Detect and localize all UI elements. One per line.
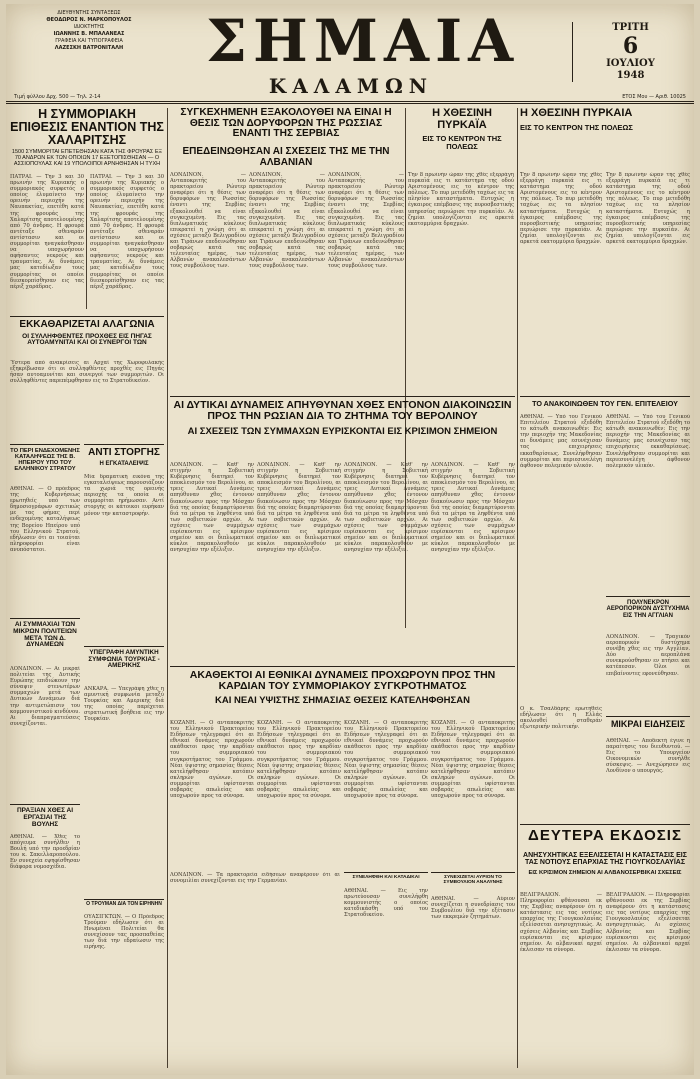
article-deutera bbox=[520, 852, 690, 888]
body-text: ΑΘΗΝΑΙ. — Αύριον συνεχίζεται η συνεδρίασις του Συμβουλίου διά την εξέτασιν των εκκρεμών ζητημάτων. bbox=[431, 896, 515, 921]
body-text: ΟΥΑΣΙΓΚΤΩΝ. — Ο Πρόεδρος Τρούμαν εδήλωσεν ότι αι Ηνωμέναι Πολιτείαι θα συνεχίσουν τας προσπαθείας των διά την εδραίωσιν της ειρήνης. bbox=[84, 914, 164, 951]
article-antistorgis bbox=[84, 444, 164, 472]
body-text: ΛΟΝΔΙΝΟΝ. — Καθ' ην στιγμήν η Σοβιετική Κυβέρνησις διατηρεί τον αποκλεισμόν του Βερολίνου, αι τρεις Δυτικαί Δυνάμεις απηύθυναν χθες έντονον διακοίνωσιν προς την Μόσχαν διά της οποίας διαμαρτύρονται διά τα μέτρα τα ληφθέντα υπό των σοβιετικών αρχών. Αι σχέσεις των συμμάχων ευρίσκονται εις κρίσιμον σημείον και οι διπλωματικοί κύκλοι παρακολουθούν με ανησυχίαν την εξέλιξιν. bbox=[344, 462, 428, 554]
newspaper-page bbox=[6, 4, 694, 1075]
headline: ΤΟ ΠΕΡΙ ΕΝΔΕΧΟΜΕΝΗΣ ΚΑΤΑΛΗΨΕΩΣ ΤΗΣ Β. ΗΠΕΙΡΟΥ ΥΠΟ ΤΟΥ ΕΛΛΗΝΙΚΟΥ ΣΤΡΑΤΟΥ bbox=[10, 448, 80, 473]
article-tourkia bbox=[84, 646, 164, 684]
newspaper-title: ΣΗΜΑΙΑ bbox=[206, 7, 520, 75]
body-text: ΠΑΤΡΑΙ. — Την 3 και 30 πρωινήν της Κυριακής ο συμμοριακός συρφετός ο οποίος έλυμαίνετο την ορεινήν περιοχήν της Ναυπακτίας, επετέθη κατά της φρουράς της Χαλαρίτσης αποτελουμένης από 70 άνδρας. Η φρουρά αντέταξε σθεναράν αντίστασιν και οι συμμορίται ηναγκάσθησαν να υποχωρήσουν αφήσαντες νεκρούς και τραυματίας. Αι δυνάμεις μας κατεδίωξαν τους συμμορίτας οι οποίοι διεσκορπίσθησαν εις τας πέριξ χαράδρας. bbox=[90, 174, 164, 290]
subheadline: ΕΙΣ ΤΟ ΚΕΝΤΡΟΝ ΤΗΣ ΠΟΛΕΩΣ bbox=[422, 134, 502, 151]
body-text: ΒΕΛΙΓΡΑΔΙΟΝ. — Πληροφορίαι φθάνουσαι εκ της Σερβίας αναφέρουν ότι η κατάστασις εις τας νοτίους επαρχίας της Γιουγκοσλαυΐας εξελίσσεται ανησυχητικώς. Αι σχέσεις Αλβανίας και Σερβίας ευρίσκονται εις κρίσιμον σημείον. Αι αλβανικαί αρχαί έκλεισαν τα σύνορα. bbox=[606, 892, 690, 953]
body-text: ΚΟΖΑΝΗ. — Ο ανταποκριτής του Ελληνικού Πρακτορείου Ειδήσεων τηλεγραφεί ότι αι εθνικαί δυνάμεις προχωρούν ακάθεκτοι προς την καρδίαν του συμμοριακού συγκροτήματος του Γράμμου. Νέαι ύψιστης σημασίας θέσεις κατελήφθησαν κατόπιν σκληρών αγώνων. Οι συμμορίται υφίστανται σοβαράς απωλείας και υποχωρούν προς τα σύνορα. bbox=[170, 720, 254, 800]
body-text: ΛΟΝΔΙΝΟΝ. — Αι μικραί πολιτείαι της Δυτικής Ευρώπης επιδιώκουν την σύναψιν στενωτέρων συμμαχιών μετά των Δυτικών Δυνάμεων διά την αντιμετώπισιν του κομμουνιστικού κινδύνου. Αι διαπραγματεύσεις συνεχίζονται. bbox=[10, 666, 80, 727]
headline: Ο ΤΡΟΥΜΑΝ ΔΙΑ ΤΟΝ ΕΙΡΗΝΗΝ bbox=[86, 901, 162, 907]
article-body bbox=[520, 892, 602, 1069]
body-text: ΛΟΝΔΙΝΟΝ. — Καθ' ην στιγμήν η Σοβιετική Κυβέρνησις διατηρεί τον αποκλεισμόν του Βερολίνου, αι τρεις Δυτικαί Δυνάμεις απηύθυναν χθες έντονον διακοίνωσιν προς την Μόσχαν διά της οποίας διαμαρτύρονται διά τα μέτρα τα ληφθέντα υπό των σοβιετικών αρχών. Αι σχέσεις των συμμάχων ευρίσκονται εις κρίσιμον σημείον και οι διπλωματικοί κύκλοι παρακολουθούν με ανησυχίαν την εξέλιξιν. bbox=[170, 462, 254, 554]
headline: ΕΚΚΑΘΑΡΙΖΕΤΑΙ ΑΛΑΓΩΝΙΑ bbox=[19, 319, 155, 330]
headline: ΑΚΑΘΕΚΤΟΙ ΑΙ ΕΘΝΙΚΑΙ ΔΥΝΑΜΕΙΣ ΠΡΟΧΩΡΟΥΝ ΠΡΟΣ ΤΗΝ ΚΑΡΔΙΑΝ ΤΟΥ ΣΥΜΜΟΡΙΑΚΟΥ ΣΥΓΚΡΟΤΗΜΑΤΟΣ bbox=[189, 669, 496, 693]
article-truman bbox=[84, 899, 164, 911]
body-text: ΛΟΝΔΙΝΟΝ. — Ανταποκριτής του πρακτορείου Ρώυτερ αναφέρει ότι η θέσις των δορυφόρων της Ρωσσίας έναντι της Σερβίας εξακολουθεί να είναι συγκεχυμένη. Εις τας διπλωματικάς κύκλους επικρατεί η γνώμη ότι αι σχέσεις μεταξύ Βελιγραδίου και Τιράνων επεδεινώθησαν σοβαρώς κατά τας τελευταίας ημέρας, των Αλβανών ανακαλεσάντων τους συμβούλους των. bbox=[170, 172, 246, 270]
headline: ΥΠΕΓΡΑΦΗ ΑΜΥΝΤΙΚΗ ΣΥΜΦΩΝΙΑ ΤΟΥΡΚΙΑΣ - ΑΜΕΡΙΚΗΣ bbox=[88, 649, 160, 670]
article-body bbox=[344, 462, 428, 662]
column-divider bbox=[86, 179, 87, 309]
body-text: Ύστερα από ανακρίσεις αι Αρχαί της Χωροφυλακής εξηκρίβωσαν ότι οι συλληφθέντες προχθές εις Πηγάς ήσαν αυτοαμυνίται και συνεργοί των συμμοριτών. Οι συλληφθέντες παρεπέμφθησαν εις το Στρατοδικείον. bbox=[10, 360, 164, 385]
subheadline: ΕΙΣ ΚΡΙΣΙΜΟΝ ΣΗΜΕΙΟΝ ΑΙ ΑΛΒΑΝΟΣΕΡΒΙΚΑΙ ΣΧΕΣΕΙΣ bbox=[528, 869, 682, 876]
article-aeroporiko bbox=[606, 596, 690, 632]
article-ipeiros bbox=[10, 444, 80, 484]
article-body bbox=[606, 172, 690, 392]
article-body bbox=[170, 720, 254, 870]
year: 1948 bbox=[616, 70, 645, 81]
article-fire-title-right bbox=[520, 108, 690, 168]
body-text: Ο κ. Τσαλδάρης ερωτηθείς εδήλωσεν ότι η Ελλάς ακολουθεί σταθεράν εξωτερικήν πολιτικήν. bbox=[520, 706, 602, 731]
article-body bbox=[344, 720, 428, 870]
publisher-block bbox=[14, 10, 164, 52]
article-deutera-title bbox=[520, 824, 690, 848]
article-body bbox=[606, 634, 690, 714]
body-text: ΑΘΗΝΑΙ. — Ο πρόεδρος της Κυβερνήσεως ερωτηθείς υπό των δημοσιογράφων σχετικώς με τας φήμας περί ενδεχομένης καταλήψεως της Βορείου Ηπείρου υπό του Ελληνικού Στρατού, εδήλωσεν ότι αι τοιαύται πληροφορίαι είναι ανυπόστατοι. bbox=[10, 486, 80, 553]
headline: ΔΕΥΤΕΡΑ ΕΚΔΟΣΙΣ bbox=[528, 827, 682, 844]
article-grammos bbox=[170, 666, 515, 716]
body-text: Την 8 πρωϊνήν ώραν της χθές εξερράγη πυρκαϊά εις τι κατάστημα της οδού Αριστομένους εις το κέντρον της πόλεως. Το πυρ μετεδόθη ταχέως εις τα πλησίον καταστήματα. Ευτυχώς η έγκαιρος επέμβασις της πυροσβεστικής υπηρεσίας περιώρισε την πυρκαϊάν. Αι ζημίαι υπολογίζονται εις αρκετά εκατομμύρια δραχμών. bbox=[520, 172, 602, 246]
article-body bbox=[10, 174, 84, 314]
article-syllipsis bbox=[344, 872, 428, 886]
article-body bbox=[257, 462, 341, 662]
subheadline: ΚΑΙ ΝΕΑΙ ΥΨΙΣΤΗΣ ΣΗΜΑΣΙΑΣ ΘΕΣΕΙΣ ΚΑΤΕΛΗΦΘΗΣΑΝ bbox=[215, 695, 470, 707]
article-anakoinothen bbox=[520, 396, 690, 412]
subheadline: ΑΙ ΣΧΕΣΕΙΣ ΤΩΝ ΣΥΜΜΑΧΩΝ ΕΥΡΙΣΚΟΝΤΑΙ ΕΙΣ ΚΡΙΣΙΜΟΝ ΣΗΜΕΙΟΝ bbox=[187, 426, 498, 438]
article-body bbox=[408, 172, 514, 392]
publisher-line: ΛΑΖΕΣΚΗ ΒΑΤΡΟΝΙΤΑΛΗ bbox=[54, 45, 124, 51]
headline: ΣΥΝΕΛΗΦΘΗ ΚΑΙ ΚΑΤΑΔΙΚΑΙ bbox=[352, 875, 420, 880]
body-text: ΚΟΖΑΝΗ. — Ο ανταποκριτής του Ελληνικού Πρακτορείου Ειδήσεων τηλεγραφεί ότι αι εθνικαί δυνάμεις προχωρούν ακάθεκτοι προς την καρδίαν του συμμοριακού συγκροτήματος του Γράμμου. Νέαι ύψιστης σημασίας θέσεις κατελήφθησαν κατόπιν σκληρών αγώνων. Οι συμμορίται υφίστανται σοβαράς απωλείας και υποχωρούν προς τα σύνορα. bbox=[344, 720, 428, 800]
article-body bbox=[520, 414, 602, 704]
publisher-line: ΔΙΕΥΘΥΝΤΗΣ ΣΥΝΤΑΞΕΩΣ bbox=[57, 10, 121, 16]
headline: ΜΙΚΡΑΙ ΕΙΔΗΣΕΙΣ bbox=[610, 719, 686, 729]
publisher-line: ΙΔΙΟΚΤΗΤΗΣ bbox=[73, 24, 105, 30]
article-body bbox=[431, 896, 515, 1069]
body-text: Μία δραματική εικόνα της εγκαταλείψεως παρουσιάζουν τα χωριά της ορεινής περιοχής τα οποία οι συμμορίται ηρήμωσαν. Αντί στοργής οι κάτοικοι ευρήκαν μόνον την καταστροφήν. bbox=[84, 474, 164, 517]
body-text: ΑΘΗΝΑΙ. — Χθες το απόγευμα συνήλθεν η Βουλή υπό την προεδρίαν του κ. Σακελλαροπούλου. Εν συνεχεία εψηφίσθησαν διάφορα νομοσχέδια. bbox=[10, 834, 80, 871]
article-body bbox=[84, 914, 164, 1069]
subheadline: ΕΠΕΔΕΙΝΩΘΗΣΑΝ ΑΙ ΣΧΕΣΕΙΣ ΤΗΣ ΜΕ ΤΗΝ ΑΛΒΑΝΙΑΝ bbox=[182, 146, 390, 168]
article-body bbox=[431, 720, 515, 870]
body-text: ΒΕΛΙΓΡΑΔΙΟΝ. — Πληροφορίαι φθάνουσαι εκ της Σερβίας αναφέρουν ότι η κατάστασις εις τας νοτίους επαρχίας της Γιουγκοσλαυΐας εξελίσσεται ανησυχητικώς. Αι σχέσεις Αλβανίας και Σερβίας ευρίσκονται εις κρίσιμον σημείον. Αι αλβανικαί αρχαί έκλεισαν τα σύνορα. bbox=[520, 892, 602, 953]
article-body bbox=[257, 720, 341, 870]
article-symmachiai bbox=[10, 618, 80, 664]
newspaper-subtitle: ΚΑΛΑΜΩΝ bbox=[268, 74, 434, 98]
body-text: ΛΟΝΔΙΝΟΝ. — Τα πρακτορεία ειδήσεων αναφέρουν ότι αι συνομιλίαι συνεχίζονται εις την Γερμανίαν. bbox=[170, 872, 340, 885]
article-symvoulio bbox=[431, 872, 515, 894]
article-berlin bbox=[170, 396, 515, 458]
headline: ΠΟΛΥΝΕΚΡΟΝ ΑΕΡΟΠΟΡΙΚΟΝ ΔΥΣΤΥΧΗΜΑ ΕΙΣ ΤΗΝ ΑΓΓΛΙΑΝ bbox=[606, 600, 690, 619]
body-text: Την 8 πρωϊνήν ώραν της χθές εξερράγη πυρκαϊά εις τι κατάστημα της οδού Αριστομένους εις το κέντρον της πόλεως. Το πυρ μετεδόθη ταχέως εις τα πλησίον καταστήματα. Ευτυχώς η έγκαιρος επέμβασις της πυροσβεστικής υπηρεσίας περιώρισε την πυρκαϊάν. Αι ζημίαι υπολογίζονται εις αρκετά εκατομμύρια δραχμών. bbox=[606, 172, 690, 246]
issue-number: ΕΤΟΣ Μου — Αριθ. 10025 bbox=[622, 94, 686, 100]
body-text: ΛΟΝΔΙΝΟΝ. — Καθ' ην στιγμήν η Σοβιετική Κυβέρνησις διατηρεί τον αποκλεισμόν του Βερολίνου, αι τρεις Δυτικαί Δυνάμεις απηύθυναν χθες έντονον διακοίνωσιν προς την Μόσχαν διά της οποίας διαμαρτύρονται διά τα μέτρα τα ληφθέντα υπό των σοβιετικών αρχών. Αι σχέσεις των συμμάχων ευρίσκονται εις κρίσιμον σημείον και οι διπλωματικοί κύκλοι παρακολουθούν με ανησυχίαν την εξέλιξιν. bbox=[257, 462, 341, 554]
body-text: ΛΟΝΔΙΝΟΝ. — Ανταποκριτής του πρακτορείου Ρώυτερ αναφέρει ότι η θέσις των δορυφόρων της Ρωσσίας έναντι της Σερβίας εξακολουθεί να είναι συγκεχυμένη. Εις τας διπλωματικάς κύκλους επικρατεί η γνώμη ότι αι σχέσεις μεταξύ Βελιγραδίου και Τιράνων επεδεινώθησαν σοβαρώς κατά τας τελευταίας ημέρας, των Αλβανών ανακαλεσάντων τους συμβούλους των. bbox=[328, 172, 404, 270]
headline: ΣΥΓΚΕΧΗΜΕΝΗ ΕΞΑΚΟΛΟΥΘΕΙ ΝΑ ΕΙΝΑΙ Η ΘΕΣΙΣ ΤΩΝ ΔΟΡΥΦΟΡΩΝ ΤΗΣ ΡΩΣΣΙΑΣ ΕΝΑΝΤΙ ΤΗΣ ΣΕΡΒΙΑΣ bbox=[180, 108, 392, 140]
article-body bbox=[431, 462, 515, 662]
body-text: ΑΝΚΑΡΑ. — Υπεγράφη χθες η αμυντική συμφωνία μεταξύ Τουρκίας και Αμερικής διά της οποίας παρέχεται στρατιωτική βοήθεια εις την Τουρκίαν. bbox=[84, 686, 164, 723]
headline: ΤΟ ΑΝΑΚΟΙΝΩΘΕΝ ΤΟΥ ΓΕΝ. ΕΠΙΤΕΛΕΙΟΥ bbox=[532, 399, 678, 408]
article-serbia bbox=[170, 108, 402, 170]
article-vouli bbox=[10, 804, 80, 832]
day: 6 bbox=[622, 33, 639, 59]
article-body bbox=[10, 666, 80, 801]
column-divider bbox=[167, 108, 168, 1068]
subheadline: 1500 ΣΥΜΜΟΡΙΤΑΙ ΕΠΕΤΕΘΗΣΑΝ ΚΑΤΑ ΤΗΣ ΦΡΟΥΡΑΣ ΕΞ 70 ΑΝΔΡΩΝ ΕΚ ΤΩΝ ΟΠΟΙΩΝ 17 ΕΞΕΤΟΠΙΣΘΗΣΑΝ — Ο ΑΣΣΙΟΠΟΥΛΑΣ ΚΑΙ 19 ΥΠΟΛΟΙΠΟΙ ΑΡΝΗΘΗΣΑΝ Η ΤΥΧΗ bbox=[11, 149, 163, 167]
article-body bbox=[606, 738, 690, 822]
headline: ΑΙ ΔΥΤΙΚΑΙ ΔΥΝΑΜΕΙΣ ΑΠΗΥΘΥΝΑΝ ΧΘΕΣ ΕΝΤΟΝΟΝ ΔΙΑΚΟΙΝΩΣΙΝ ΠΡΟΣ ΤΗΝ ΡΩΣΙΑΝ ΔΙΑ ΤΟ ΖΗΤΗΜΑ ΤΟΥ ΒΕΡΟΛΙΝΟΥ bbox=[173, 399, 512, 423]
article-body bbox=[606, 414, 690, 594]
article-body bbox=[170, 462, 254, 662]
article-body bbox=[249, 172, 325, 392]
article-body bbox=[520, 706, 602, 822]
publisher-line: ΓΡΑΦΕΙΑ ΚΑΙ ΤΥΠΟΓΡΑΦΕΙΑ bbox=[55, 38, 123, 44]
body-text: ΑΘΗΝΑΙ. — Υπό του Γενικού Επιτελείου Στρατού εξεδόθη το κάτωθι ανακοινωθέν: Εις την περιοχήν της Μακεδονίας αι δυνάμεις μας εσυνέχισαν τας επιχειρήσεις εκκαθαρίσεως. Συνελήφθησαν συμμορίται και περιεσυνελέγη άφθονον πολεμικόν υλικόν. bbox=[606, 414, 690, 469]
article-body bbox=[520, 172, 602, 392]
article-chalaritsa bbox=[10, 108, 164, 168]
body-text: ΑΘΗΝΑΙ. — Αποδεκτή έγινε η παραίτησις του διευθυντού. — Εις το Υπουργείον Οικονομικών συνήλθε σύσκεψις. — Ανεχώρησεν εις Λονδίνον ο υπουργός. bbox=[606, 738, 690, 775]
body-text: ΠΑΤΡΑΙ. — Την 3 και 30 πρωινήν της Κυριακής ο συμμοριακός συρφετός ο οποίος έλυμαίνετο την ορεινήν περιοχήν της Ναυπακτίας, επετέθη κατά της φρουράς της Χαλαρίτσης αποτελουμένης από 70 άνδρας. Η φρουρά αντέταξε σθεναράν αντίστασιν και οι συμμορίται ηναγκάσθησαν να υποχωρήσουν αφήσαντες νεκρούς και τραυματίας. Αι δυνάμεις μας κατεδίωξαν τους συμμορίτας οι οποίοι διεσκορπίσθησαν εις τας πέριξ χαράδρας. bbox=[10, 174, 84, 290]
subheadline: ΟΙ ΣΥΛΛΗΦΘΕΝΤΕΣ ΠΡΟΧΘΕΣ ΕΙΣ ΠΗΓΑΣ ΑΥΤΟΑΜΥΝΙΤΑΙ ΚΑΙ ΟΙ ΣΥΝΕΡΓΟΙ ΤΩΝ bbox=[22, 332, 152, 347]
article-alagonia bbox=[10, 316, 164, 356]
body-text: Την 8 πρωϊνήν ώραν της χθές εξερράγη πυρκαϊά εις τι κατάστημα της οδού Αριστομένους εις το κέντρον της πόλεως. Το πυρ μετεδόθη ταχέως εις τα πλησίον καταστήματα. Ευτυχώς η έγκαιρος επέμβασις της πυροσβεστικής υπηρεσίας περιώρισε την πυρκαϊάν. Αι ζημίαι υπολογίζονται εις αρκετά εκατομμύρια δραχμών. bbox=[408, 172, 514, 227]
masthead bbox=[6, 4, 694, 104]
body-text: ΛΟΝΔΙΝΟΝ. — Τραγικόν αεροπορικόν δυστύχημα συνέβη χθες εις την Αγγλίαν. Δύο αεροπλάνα συνεκρούσθησαν εν πτήσει και κατέπεσαν. Όλοι οι επιβαίνοντες εφονεύθησαν. bbox=[606, 634, 690, 677]
article-body bbox=[606, 892, 690, 1069]
publisher-line: ΘΕΟΔΩΡΟΣ Ν. ΜΑΡΚΟΠΟΥΛΟΣ bbox=[46, 17, 132, 23]
edition-line bbox=[14, 94, 686, 100]
article-body bbox=[10, 486, 80, 614]
headline: ΑΝΤΙ ΣΤΟΡΓΗΣ bbox=[88, 447, 160, 458]
body-text: ΚΟΖΑΝΗ. — Ο ανταποκριτής του Ελληνικού Πρακτορείου Ειδήσεων τηλεγραφεί ότι αι εθνικαί δυνάμεις προχωρούν ακάθεκτοι προς την καρδίαν του συμμοριακού συγκροτήματος του Γράμμου. Νέαι ύψιστης σημασίας θέσεις κατελήφθησαν κατόπιν σκληρών αγώνων. Οι συμμορίται υφίστανται σοβαράς απωλείας και υποχωρούν προς τα σύνορα. bbox=[431, 720, 515, 800]
price: Τιμή φύλλου Δρχ. 500 — Τηλ. 2-14 bbox=[14, 94, 101, 100]
weekday: ΤΡΙΤΗ bbox=[612, 22, 649, 33]
article-body bbox=[170, 872, 340, 1069]
headline: Η ΣΥΜΜΟΡΙΑΚΗ ΕΠΙΘΕΣΙΣ ΕΝΑΝΤΙΟΝ ΤΗΣ ΧΑΛΑΡΙΤΣΗΣ bbox=[10, 108, 164, 148]
subheadline: ΕΙΣ ΤΟ ΚΕΝΤΡΟΝ ΤΗΣ ΠΟΛΕΩΣ bbox=[520, 122, 633, 132]
month: ΙΟΥΛΙΟΥ bbox=[606, 58, 655, 69]
body-text: ΑΘΗΝΑΙ. — Υπό του Γενικού Επιτελείου Στρατού εξεδόθη το κάτωθι ανακοινωθέν: Εις την περιοχήν της Μακεδονίας αι δυνάμεις μας εσυνέχισαν τας επιχειρήσεις εκκαθαρίσεως. Συνελήφθησαν συμμορίται και περιεσυνελέγη άφθονον πολεμικόν υλικόν. bbox=[520, 414, 602, 469]
article-body bbox=[328, 172, 404, 392]
publisher-line: ΙΩΑΝΝΗΣ Β. ΜΠΑΛΑΝΕΑΣ bbox=[53, 31, 125, 37]
column-divider bbox=[517, 108, 518, 1068]
headline: ΠΡΑΞΙΑΝ ΧΘΕΣ ΑΙ ΕΡΓΑΣΙΑΙ ΤΗΣ ΒΟΥΛΗΣ bbox=[16, 807, 74, 828]
body-text: ΛΟΝΔΙΝΟΝ. — Καθ' ην στιγμήν η Σοβιετική Κυβέρνησις διατηρεί τον αποκλεισμόν του Βερολίνου, αι τρεις Δυτικαί Δυνάμεις απηύθυναν χθες έντονον διακοίνωσιν προς την Μόσχαν διά της οποίας διαμαρτύρονται διά τα μέτρα τα ληφθέντα υπό των σοβιετικών αρχών. Αι σχέσεις των συμμάχων ευρίσκονται εις κρίσιμον σημείον και οι διπλωματικοί κύκλοι παρακολουθούν με ανησυχίαν την εξέλιξιν. bbox=[431, 462, 515, 554]
subheadline: ΑΝΗΣΥΧΗΤΙΚΑΣ ΕΞΕΛΙΣΣΕΤΑΙ Η ΚΑΤΑΣΤΑΣΙΣ ΕΙΣ ΤΑΣ ΝΟΤΙΟΥΣ ΕΠΑΡΧΙΑΣ ΤΗΣ ΓΙΟΥΓΚΟΣΛΑΥΪΑΣ bbox=[523, 852, 687, 867]
headline: Η ΧΘΕΣΙΝΗ ΠΥΡΚΑΪΑ bbox=[432, 108, 492, 131]
headline: Η ΧΘΕΣΙΝΗ ΠΥΡΚΑΪΑ bbox=[520, 108, 633, 119]
date-box bbox=[572, 22, 682, 82]
article-body bbox=[84, 686, 164, 896]
subheadline: Η ΕΓΚΑΤΑΛΕΙΨΙΣ bbox=[99, 460, 149, 467]
article-body bbox=[84, 474, 164, 644]
body-text: ΑΘΗΝΑΙ. — Εις την πρωτεύουσαν συνελήφθη κομμουνιστής ο οποίος κατεδικάσθη υπό του Στρατοδικείου. bbox=[344, 888, 428, 919]
headline: ΣΥΝΕΧΙΖΕΤΑΙ ΑΥΡΙΟΝ ΤΟ ΣΥΜΒΟΥΛΙΟΝ ΑΝΑΛΥΝΗΣ bbox=[443, 875, 503, 886]
article-mikrai bbox=[606, 716, 690, 736]
headline: ΑΙ ΣΥΜΜΑΧΙΑΙ ΤΩΝ ΜΙΚΡΩΝ ΠΟΛΙΤΕΙΩΝ ΜΕΤΑ ΤΩΝ Δ. ΔΥΝΑΜΕΩΝ bbox=[13, 621, 77, 649]
body-text: ΛΟΝΔΙΝΟΝ. — Ανταποκριτής του πρακτορείου Ρώυτερ αναφέρει ότι η θέσις των δορυφόρων της Ρωσσίας έναντι της Σερβίας εξακολουθεί να είναι συγκεχυμένη. Εις τας διπλωματικάς κύκλους επικρατεί η γνώμη ότι αι σχέσεις μεταξύ Βελιγραδίου και Τιράνων επεδεινώθησαν σοβαρώς κατά τας τελευταίας ημέρας, των Αλβανών ανακαλεσάντων τους συμβούλους των. bbox=[249, 172, 325, 270]
article-fire bbox=[408, 108, 516, 168]
article-body bbox=[10, 360, 164, 442]
article-body bbox=[10, 834, 80, 1069]
article-body bbox=[344, 888, 428, 1069]
article-body bbox=[170, 172, 246, 392]
article-body bbox=[90, 174, 164, 314]
body-text: ΚΟΖΑΝΗ. — Ο ανταποκριτής του Ελληνικού Πρακτορείου Ειδήσεων τηλεγραφεί ότι αι εθνικαί δυνάμεις προχωρούν ακάθεκτοι προς την καρδίαν του συμμοριακού συγκροτήματος του Γράμμου. Νέαι ύψιστης σημασίας θέσεις κατελήφθησαν κατόπιν σκληρών αγώνων. Οι συμμορίται υφίστανται σοβαράς απωλείας και υποχωρούν προς τα σύνορα. bbox=[257, 720, 341, 800]
